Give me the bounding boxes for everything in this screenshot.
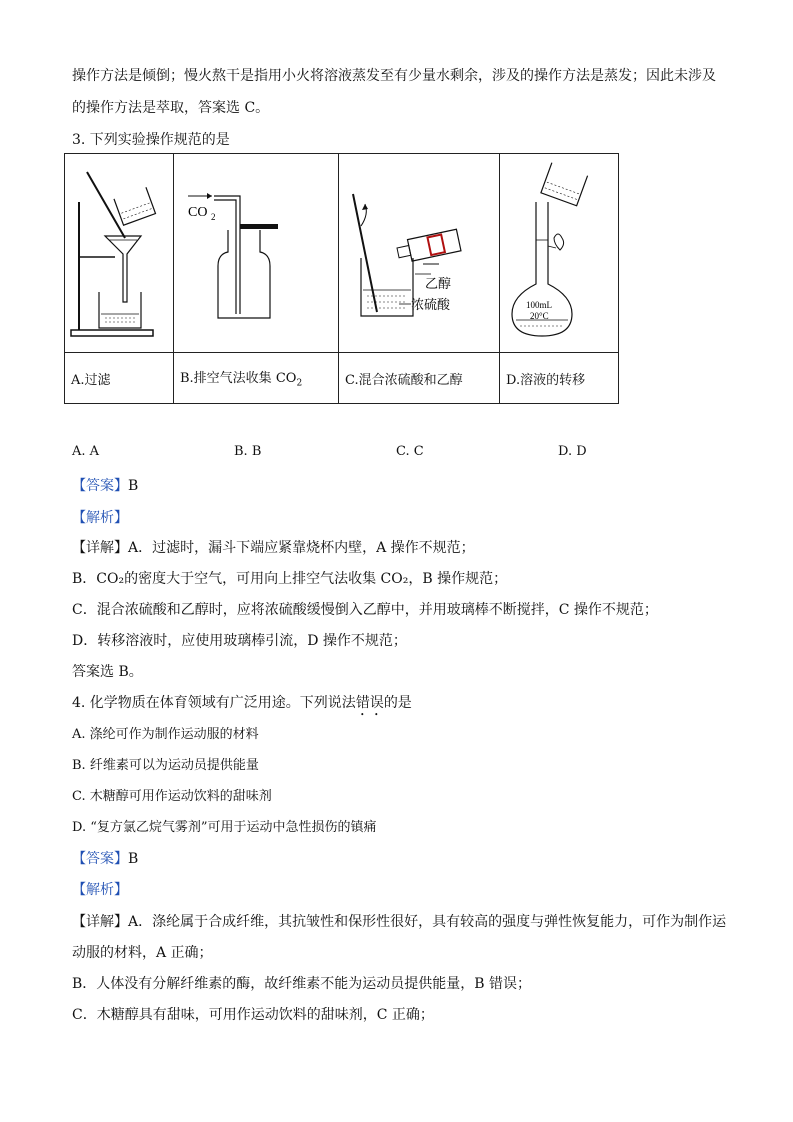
q3-conclusion: 答案选 B。 [72, 664, 143, 680]
q3-detail-a-text: A．过滤时，漏斗下端应紧靠烧杯内壁，A 操作不规范； [128, 540, 475, 556]
q4-option-b: B. 纤维素可以为运动员提供能量 [72, 758, 259, 773]
intro-line-1: 操作方法是倾倒；慢火熬干是指用小火将溶液蒸发至有少量水剩余，涉及的操作方法是蒸发；因此未涉及 [72, 68, 716, 84]
ethanol-label: 乙醇 [425, 276, 452, 291]
filtration-apparatus-figure [65, 154, 173, 352]
caption-d: D.溶液的转移 [500, 353, 619, 404]
q4-stem [72, 693, 412, 719]
gas-collection-figure [174, 154, 338, 352]
sulfuric-label: 浓硫酸 [411, 297, 451, 312]
caption-b [174, 353, 339, 404]
caption-b-sub: 2 [296, 378, 303, 389]
q4-stem-emphasis: 错误 [355, 695, 384, 711]
q4-answer [72, 849, 138, 869]
q4-answer-value: B [128, 851, 139, 867]
flask-volume-label: 100mL [526, 300, 552, 310]
q3-answer-value: B [128, 478, 139, 494]
q3-option-c: C. C [396, 444, 424, 459]
q3-detail-b: B．CO₂的密度大于空气，可用向上排空气法收集 CO₂，B 操作规范； [72, 571, 508, 587]
q3-stem: 3. 下列实验操作规范的是 [72, 132, 230, 148]
q4-detail-a2: 动服的材料，A 正确； [72, 945, 213, 961]
caption-a: A.过滤 [65, 353, 174, 404]
q3-detail-c: C．混合浓硫酸和乙醇时，应将浓硫酸缓慢倒入乙醇中，并用玻璃棒不断搅拌，C 操作不规范； [72, 602, 658, 618]
q3-answer-tag: 【答案】 [72, 478, 128, 494]
co2-label: CO [188, 205, 208, 220]
q4-detail-a1 [72, 912, 726, 932]
q4-option-d: D. “复方氯乙烷气雾剂”可用于运动中急性损伤的镇痛 [72, 820, 377, 835]
q4-stem-post: 的是 [383, 695, 412, 711]
q4-analysis-tag: 【解析】 [72, 882, 128, 898]
caption-b-text: B.排空气法收集 CO [180, 371, 297, 387]
q4-answer-tag: 【答案】 [72, 851, 128, 867]
co2-label-sub: 2 [211, 212, 216, 222]
q3-analysis-tag: 【解析】 [72, 510, 128, 526]
q3-option-d: D. D [558, 444, 587, 459]
caption-c: C.混合浓硫酸和乙醇 [339, 353, 500, 404]
intro-line-2: 的操作方法是萃取，答案选 C。 [72, 100, 270, 116]
q3-option-b: B. B [234, 444, 262, 459]
cell-a-figure [65, 154, 174, 353]
q4-option-a: A. 涤纶可作为制作运动服的材料 [72, 727, 259, 742]
q4-detail-a1-text: A．涤纶属于合成纤维，其抗皱性和保形性很好，具有较高的强度与弹性恢复能力，可作为制作运 [128, 914, 727, 930]
q3-answer [72, 476, 138, 496]
q3-detail-a [72, 538, 475, 558]
q4-detail-b: B．人体没有分解纤维素的酶，故纤维素不能为运动员提供能量，B 错误； [72, 976, 532, 992]
q3-options [72, 444, 712, 464]
q4-detail-tag: 【详解】 [72, 914, 128, 930]
cell-c-figure [339, 154, 500, 353]
q4-stem-pre: 4. 化学物质在体育领域有广泛用途。下列说法 [72, 695, 356, 711]
cell-d-figure [500, 154, 619, 353]
q3-detail-tag: 【详解】 [72, 540, 128, 556]
flask-temp-label: 20°C [530, 311, 549, 321]
acid-mixing-figure [339, 154, 499, 352]
q3-detail-d: D．转移溶液时，应使用玻璃棒引流，D 操作不规范； [72, 633, 407, 649]
cell-b-figure [174, 154, 339, 353]
volumetric-flask-figure [500, 154, 618, 352]
q3-option-a: A. A [72, 444, 100, 459]
q3-figure-table [64, 153, 619, 404]
q4-option-c: C. 木糖醇可用作运动饮料的甜味剂 [72, 789, 272, 804]
q4-detail-c: C．木糖醇具有甜味，可用作运动饮料的甜味剂，C 正确； [72, 1007, 434, 1023]
